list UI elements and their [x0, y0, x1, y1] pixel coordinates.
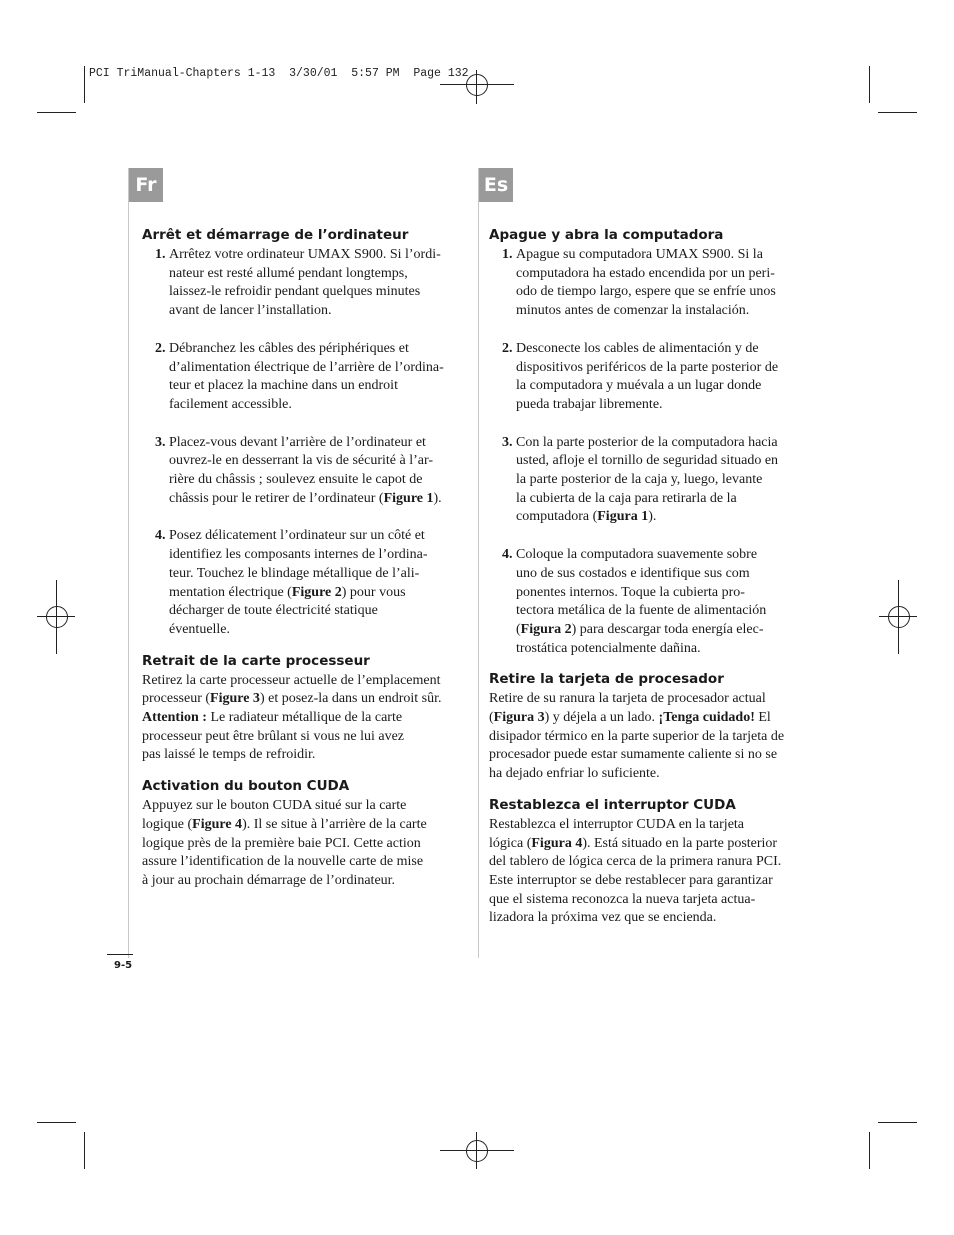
- text-line: laissez-le refroidir pendant quelques minutes: [169, 284, 421, 300]
- text-line: facilement accessible.: [169, 396, 292, 412]
- crop-mark: [84, 66, 85, 103]
- text-line: avant de lancer l’installation.: [169, 303, 332, 319]
- step-item: [489, 340, 809, 415]
- figure-reference: Figure 4: [192, 816, 243, 832]
- crop-mark: [37, 1122, 76, 1123]
- section-heading: Apague y abra la computadora: [489, 227, 724, 243]
- language-tab-spanish: Es: [479, 168, 513, 202]
- text-line: computadora ha estado encendida por un peri-: [516, 265, 775, 281]
- step-number: 3.: [155, 434, 166, 450]
- step-item: [489, 246, 809, 321]
- text-line: teur. Touchez le blindage métallique de l’ali-: [169, 565, 420, 581]
- step-number: 2.: [502, 340, 513, 356]
- step-number: 1.: [155, 247, 166, 262]
- crop-mark: [878, 112, 917, 113]
- text-line: la parte posterior de la caja y, luego, levante: [516, 472, 763, 488]
- spanish-column: [489, 226, 809, 928]
- section-heading: Retire la tarjeta de procesador: [489, 671, 724, 688]
- figure-reference: Figura 1: [597, 509, 649, 525]
- step-number: 4.: [502, 547, 513, 563]
- figure-reference: Figure 2: [291, 584, 342, 600]
- crop-mark: [869, 66, 870, 103]
- figure-reference: Figura 3: [493, 710, 545, 726]
- text-line: d’alimentation électrique de l’arrière de l’ordina-: [169, 359, 444, 375]
- figure-reference: Figura 2: [520, 621, 572, 637]
- text-line: châssis pour le retirer de l’ordinateur (Figure 1).: [169, 490, 442, 506]
- text-line: trostática potencialmente dañina.: [516, 640, 701, 656]
- crop-mark: [84, 1132, 85, 1169]
- page-number-rule: [107, 954, 133, 955]
- text-line: la cubierta de la caja para retirarla de la: [516, 490, 737, 506]
- text-line: (Figura 2) para descargar toda energía elec-: [516, 621, 764, 637]
- text-line: Arrêtez votre ordinateur UMAX S900. Si l’ordi-: [169, 247, 441, 262]
- text-line: Desconecte los cables de alimentación y de: [516, 340, 759, 356]
- text-line: Placez-vous devant l’arrière de l’ordinateur et: [169, 434, 426, 450]
- paragraph: Appuyez sur le bouton CUDA situé sur la carte logique (Figure 4). Il se situe à l’arrière de la carte logique près de la première baie PCI. Cette action assure l’identification de la nouvelle carte de mise à jour au prochain démarrage de l’ordinateur.: [142, 798, 427, 888]
- crop-mark: [37, 112, 76, 113]
- text-line: uno de sus costados e identifique sus com: [516, 565, 750, 581]
- text-line: nateur est resté allumé pendant longtemps,: [169, 265, 408, 281]
- page-number: 9-5: [114, 960, 133, 971]
- text-line: éventuelle.: [169, 621, 231, 637]
- step-item: [142, 340, 462, 415]
- text-line: odo de tiempo largo, espere que se enfríe unos: [516, 284, 776, 300]
- section-heading: Retrait de la carte processeur: [142, 652, 370, 669]
- text-line: ponentes internos. Toque la cubierta pro-: [516, 584, 745, 600]
- text-line: Débranchez les câbles des périphériques et: [169, 340, 409, 356]
- step-number: 4.: [155, 528, 166, 544]
- crop-mark: [869, 1132, 870, 1169]
- text-line: dispositivos periféricos de la parte posterior de: [516, 359, 779, 375]
- text-line: rière du châssis ; soulevez ensuite le capot de: [169, 472, 423, 488]
- text-line: pueda trabajar libremente.: [516, 396, 663, 412]
- language-tab-french: Fr: [129, 168, 163, 202]
- step-number: 3.: [502, 434, 513, 450]
- text-line: identifiez les composants internes de l’ordina-: [169, 547, 428, 563]
- warning-label: Attention :: [142, 710, 207, 726]
- step-number: 1.: [502, 247, 513, 262]
- text-line: Coloque la computadora suavemente sobre: [516, 547, 758, 563]
- text-line: ouvrez-le en desserrant la vis de sécurité à l’ar-: [169, 453, 434, 469]
- paragraph: Restablezca el interruptor CUDA en la tarjeta lógica (Figura 4). Está situado en la parte posterior del tablero de lógica cerca de la primera ranura PCI. Este interruptor se debe restablecer para garantizar que el sistema reconozca la nueva tarjeta actua- lizadora la próxima vez que se encienda.: [489, 816, 782, 926]
- paragraph: Retire de su ranura la tarjeta de procesador actual (Figura 3) y déjela a un lado. ¡Tenga cuidado! El disipador térmico en la parte superior de la tarjeta de procesador puede estar sumamente caliente si no se ha dejado enfriar lo suficiente.: [489, 691, 785, 782]
- section-heading: Arrêt et démarrage de l’ordinateur: [142, 227, 409, 243]
- text-line: usted, afloje el tornillo de seguridad situado en: [516, 453, 779, 469]
- text-line: la computadora y muévala a un lugar donde: [516, 378, 762, 394]
- step-item: [489, 546, 809, 658]
- text-line: mentation électrique (Figure 2) pour vous: [169, 584, 406, 600]
- text-line: minutos antes de comenzar la instalación.: [516, 303, 750, 319]
- section-heading: Restablezca el interruptor CUDA: [489, 796, 736, 813]
- figure-reference: Figura 4: [531, 835, 583, 851]
- print-slug: PCI TriManual-Chapters 1-13 3/30/01 5:57 PM Page 132: [89, 67, 469, 80]
- step-item: [142, 527, 462, 639]
- section-heading: Activation du bouton CUDA: [142, 778, 350, 795]
- text-line: teur et placez la machine dans un endroit: [169, 378, 398, 394]
- text-line: Apague su computadora UMAX S900. Si la: [516, 247, 763, 262]
- warning-label: ¡Tenga cuidado!: [658, 710, 755, 726]
- step-number: 2.: [155, 340, 166, 356]
- text-line: computadora (Figura 1).: [516, 509, 657, 525]
- column-divider: [128, 168, 129, 958]
- paragraph: Retirez la carte processeur actuelle de l’emplacement processeur (Figure 3) et posez-la dans un endroit sûr. Attention : Le radiateur métallique de la carte processeur peut être brûlant si vous ne lui avez pas laissé le temps de refroidir.: [142, 672, 442, 763]
- step-item: [142, 434, 462, 509]
- text-line: Posez délicatement l’ordinateur sur un côté et: [169, 528, 425, 544]
- crop-mark: [878, 1122, 917, 1123]
- column-divider: [478, 168, 479, 958]
- step-item: [489, 434, 809, 528]
- text-line: décharger de toute électricité statique: [169, 603, 378, 619]
- figure-reference: Figure 3: [210, 691, 260, 707]
- french-column: [142, 226, 462, 891]
- text-line: Con la parte posterior de la computadora hacia: [516, 434, 778, 450]
- text-line: tectora metálica de la fuente de alimentación: [516, 603, 767, 619]
- figure-reference: Figure 1: [383, 490, 434, 506]
- step-item: [142, 246, 462, 321]
